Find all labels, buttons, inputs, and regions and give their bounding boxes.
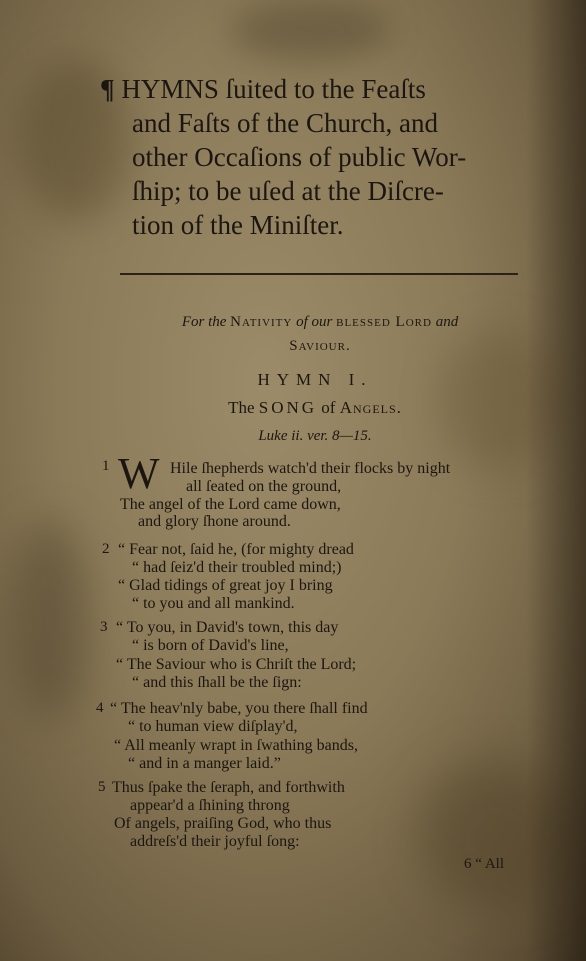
horizontal-rule: [120, 273, 518, 275]
verse-line: “ Glad tidings of great joy I bring: [118, 577, 333, 594]
verse-line: addreſs'd their joyful ſong:: [130, 833, 300, 850]
section-heading: [100, 72, 550, 242]
pilcrow-mark: ¶: [100, 74, 115, 104]
verse-line: “ and this ſhall be the ſign:: [132, 674, 302, 691]
verse-line: “ The Saviour who is Chriſt the Lord;: [116, 656, 357, 673]
verse-line: Hile ſhepherds watch'd their flocks by night: [170, 460, 451, 477]
verse-line: and glory ſhone around.: [138, 513, 291, 530]
verse-line: “ to human view diſplay'd,: [128, 718, 298, 735]
hymn-number: HYMN I.: [257, 370, 373, 389]
foxing-stain: [230, 0, 390, 60]
verse-line: all ſeated on the ground,: [186, 478, 342, 495]
verse-line: “ All meanly wrapt in ſwathing bands,: [114, 737, 358, 754]
verse-number: 2: [102, 541, 110, 557]
verse-number: 4: [96, 700, 104, 716]
heading-line-2: and Faſts of the Church, and: [132, 108, 438, 138]
verse-line: “ to you and all mankind.: [132, 595, 295, 612]
drop-capital: W: [118, 449, 160, 498]
catchword: 6 “ All: [464, 856, 504, 872]
foxing-stain: [10, 520, 90, 720]
verse-line: Thus ſpake the ſeraph, and forthwith: [112, 779, 345, 796]
verse-line: The angel of the Lord came down,: [120, 496, 341, 513]
verse-line: “ had ſeiz'd their troubled mind;): [132, 559, 342, 576]
verse-line: “ To you, in David's town, this day: [116, 619, 339, 636]
verse-number: 1: [102, 458, 110, 474]
verse-line: “ and in a manger laid.”: [128, 755, 281, 772]
heading-line-5: tion of the Miniſter.: [132, 210, 344, 240]
hymn-title: The SONG of Angels.: [228, 398, 402, 417]
verse-line: “ The heav'nly babe, you there ſhall find: [110, 700, 368, 717]
verse-line: “ is born of David's line,: [132, 637, 289, 654]
verse-number: 3: [100, 619, 108, 635]
scripture-reference: Luke ii. ver. 8—15.: [258, 428, 372, 444]
verse-number: 5: [98, 779, 106, 795]
section-subtitle: For the Nativity of our blessed Lord and Saviour.: [181, 314, 459, 354]
heading-line-1: ¶ HYMNS ſuited to the Feaſts: [100, 74, 426, 104]
verse-line: appear'd a ſhining throng: [130, 797, 290, 814]
verse-line: “ Fear not, ſaid he, (for mighty dread: [118, 541, 354, 558]
heading-line-3: other Occaſions of public Wor-: [132, 142, 467, 172]
heading-line-4: ſhip; to be uſed at the Diſcre-: [132, 176, 444, 206]
verse-line: Of angels, praiſing God, who thus: [114, 815, 332, 832]
